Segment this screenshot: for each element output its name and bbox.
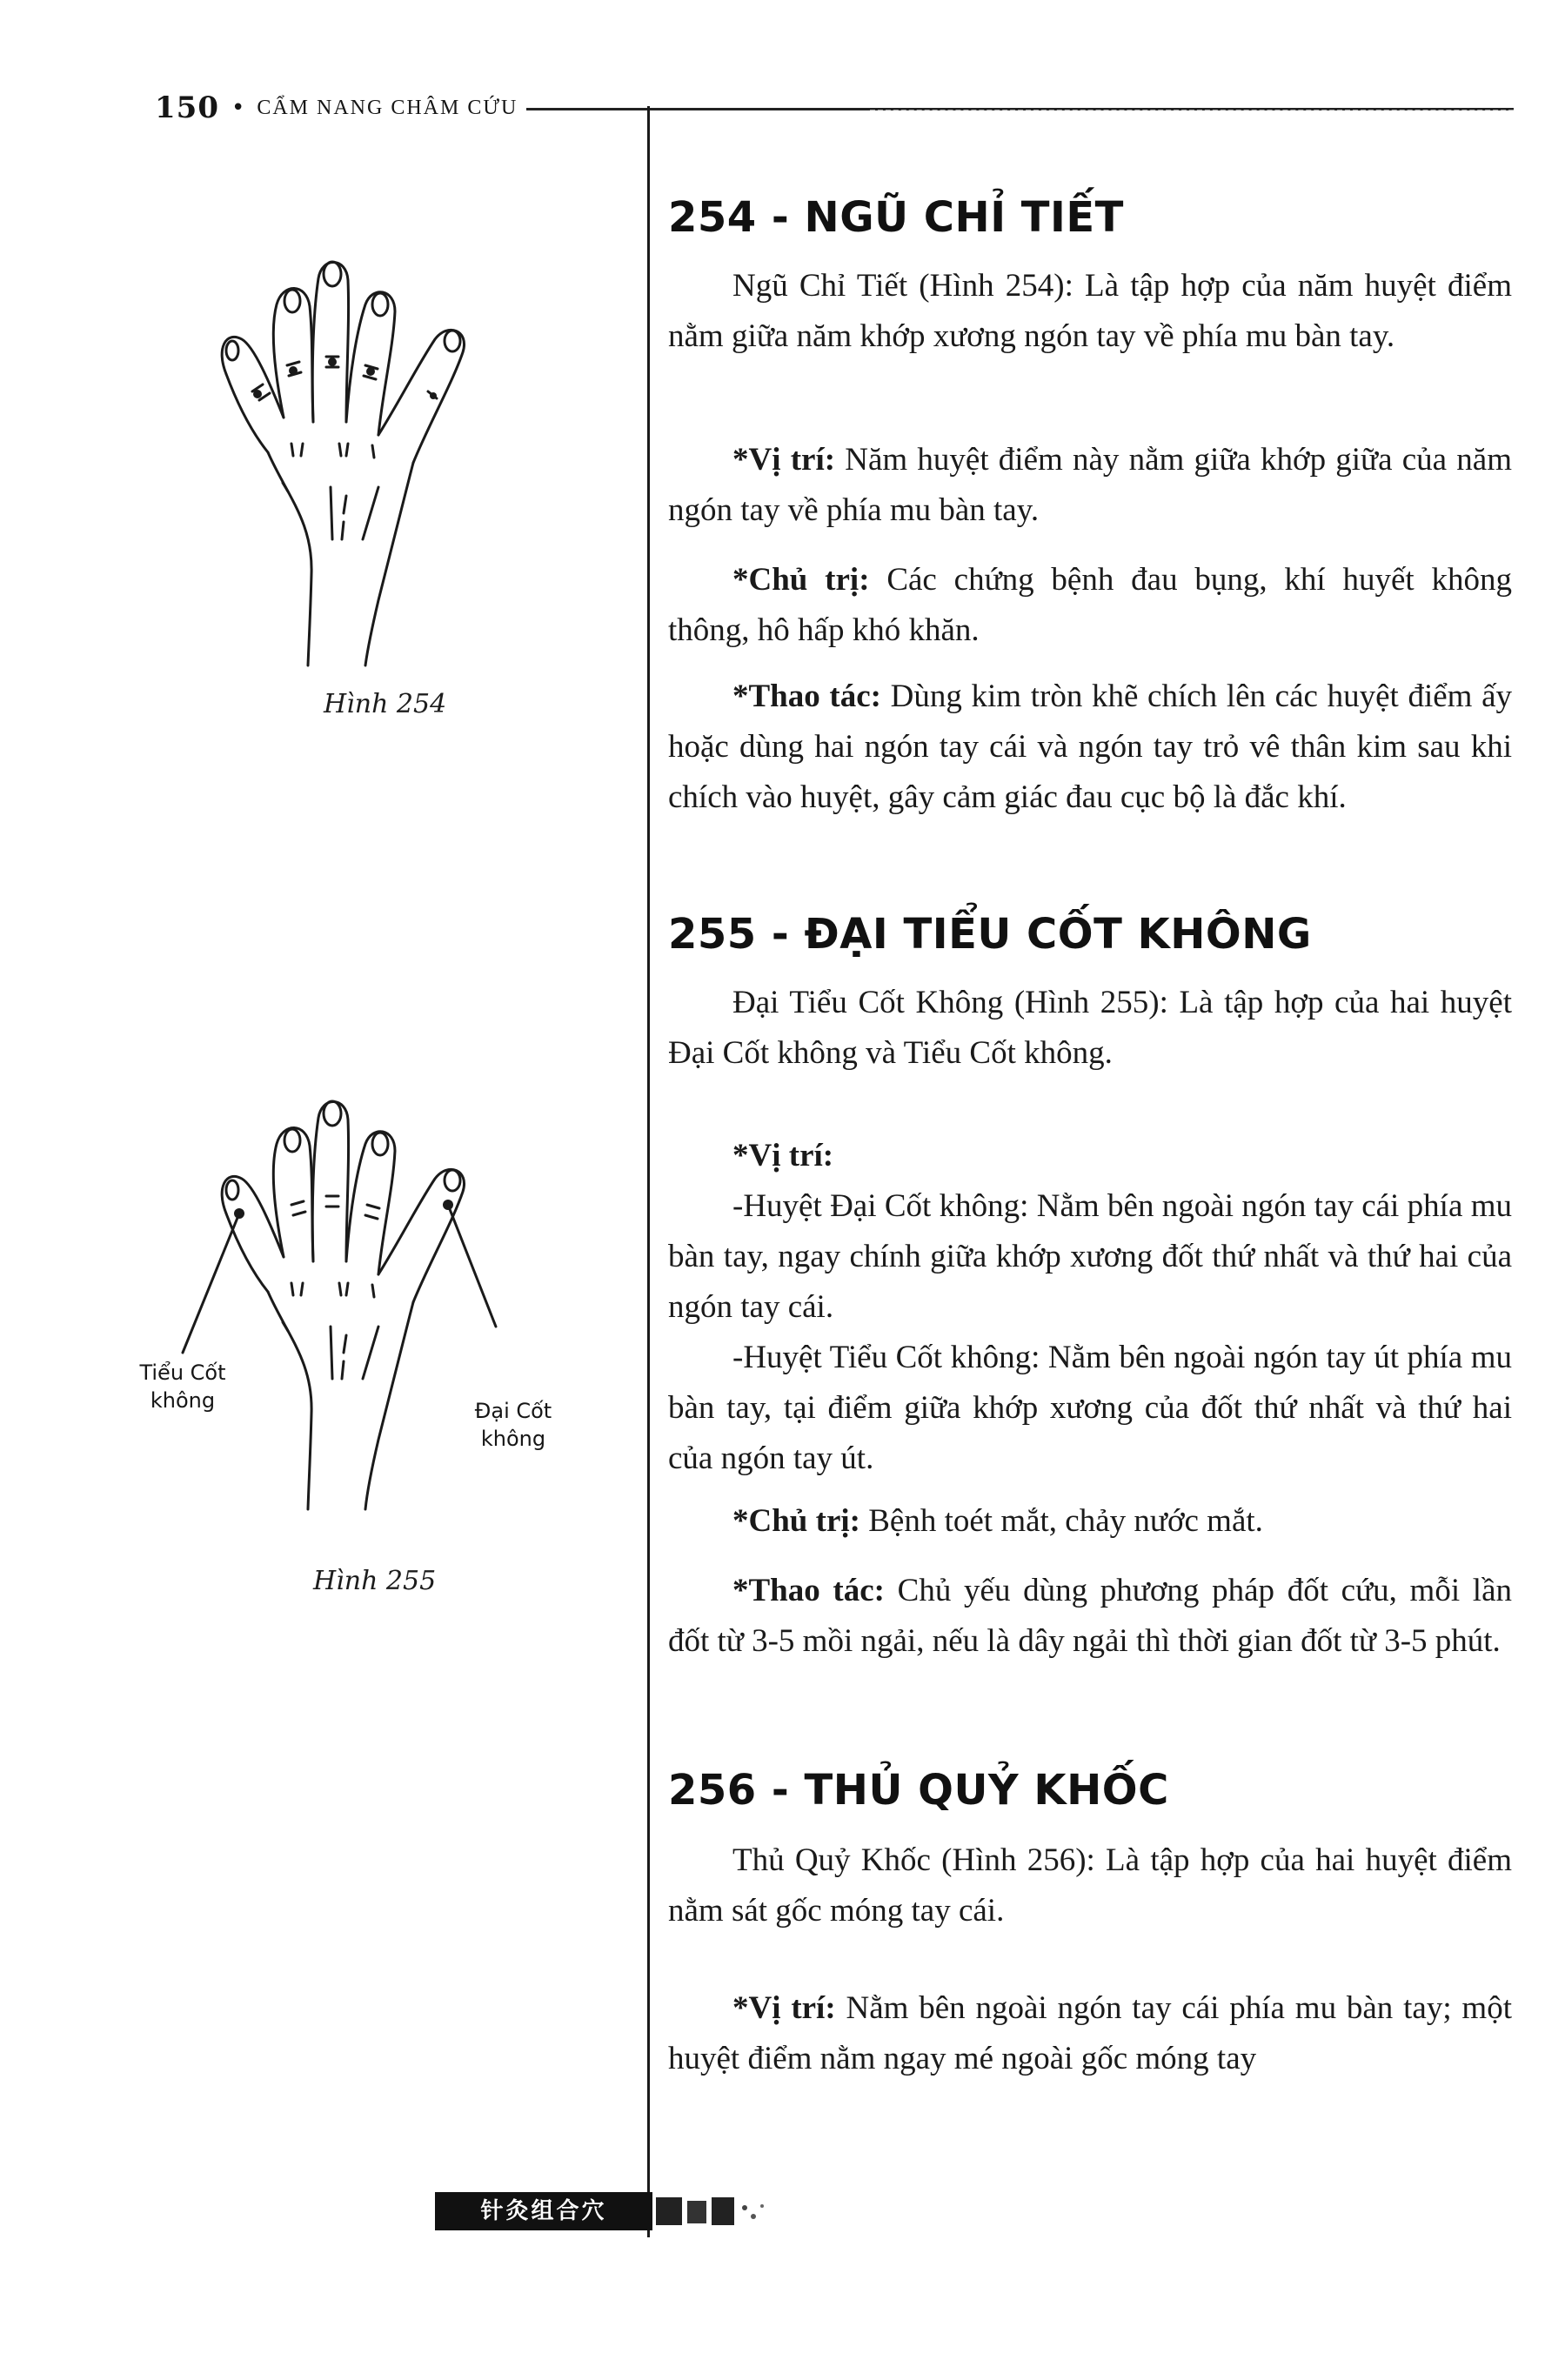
location-label-256: *Vị trí: — [732, 1990, 836, 2026]
figure-255-caption: Hình 255 — [313, 1566, 437, 1596]
column-divider — [647, 106, 650, 2237]
technique-254 — [668, 672, 1512, 823]
technique-label-254: *Thao tác: — [732, 679, 881, 714]
indication-254 — [668, 555, 1512, 656]
heading-255: 255 - ĐẠI TIỂU CỐT KHÔNG — [668, 910, 1312, 959]
hand-illustration-255 — [130, 1074, 600, 1527]
running-title: CẨM NANG CHÂM CỨU — [257, 96, 518, 119]
footer-label: 针灸组合穴 — [435, 2192, 652, 2230]
location-label-255: *Vị trí: — [732, 1138, 834, 1173]
technique-255 — [668, 1566, 1512, 1667]
indication-label-254: *Chủ trị: — [732, 562, 870, 598]
location-256 — [668, 1983, 1512, 2084]
label-dai-cot-khong — [465, 1397, 561, 1453]
location-text-256: Nằm bên ngoài ngón tay cái phía mu bàn tay; một huyệt điểm nằm ngay mé ngoài gốc móng tay — [668, 1990, 1512, 2076]
location-text-254: Năm huyệt điểm này nằm giữa khớp giữa của năm ngón tay về phía mu bàn tay. — [668, 442, 1512, 528]
technique-text-254: Dùng kim tròn khẽ chích lên các huyệt điểm ấy hoặc dùng hai ngón tay cái và ngón tay trỏ vê thân kim sau khi chích vào huyệt, gây cảm giác đau cục bộ là đắc khí. — [668, 679, 1512, 815]
intro-256: Thủ Quỷ Khốc (Hình 256): Là tập hợp của hai huyệt điểm nằm sát gốc móng tay cái. — [668, 1842, 1512, 1929]
label-tieu-line2: không — [150, 1388, 216, 1413]
intro-254: Ngũ Chỉ Tiết (Hình 254): Là tập hợp của năm huyệt điểm nằm giữa năm khớp xương ngón tay về phía mu bàn tay. — [668, 268, 1512, 354]
hand-illustration-254 — [200, 235, 565, 670]
intro-255: Đại Tiểu Cốt Không (Hình 255): Là tập hợp của hai huyệt Đại Cốt không và Tiểu Cốt không. — [668, 985, 1512, 1071]
technique-text-255: Chủ yếu dùng phương pháp đốt cứu, mỗi lần đốt từ 3-5 mồi ngải, nếu là dây ngải thì thời gian đốt từ 3-5 phút. — [668, 1573, 1512, 1659]
indication-255 — [668, 1496, 1512, 1547]
location-a-255: -Huyệt Đại Cốt không: Nằm bên ngoài ngón tay cái phía mu bàn tay, ngay chính giữa khớp xương đốt thứ nhất và thứ hai của ngón tay cái. — [668, 1188, 1512, 1325]
location-254 — [668, 435, 1512, 536]
label-tieu-line1: Tiểu Cốt — [139, 1360, 226, 1385]
header-bullet: • — [231, 95, 245, 121]
location-b-255: -Huyệt Tiểu Cốt không: Nằm bên ngoài ngón tay út phía mu bàn tay, tại điểm giữa khớp xương của đốt thứ nhất và thứ hai của ngón tay út. — [668, 1340, 1512, 1476]
page-number: 150 — [155, 90, 219, 125]
header-rule-dash — [870, 110, 1514, 112]
label-tieu-cot-khong — [135, 1359, 231, 1414]
heading-254: 254 - NGŨ CHỈ TIẾT — [668, 193, 1124, 242]
location-255 — [668, 1131, 1512, 1181]
location-label-254: *Vị trí: — [732, 442, 836, 478]
label-dai-line1: Đại Cốt — [474, 1399, 552, 1423]
footer-decoration — [654, 2194, 785, 2229]
heading-256: 256 - THỦ QUỶ KHỐC — [668, 1766, 1169, 1815]
technique-label-255: *Thao tác: — [732, 1573, 885, 1608]
running-header — [155, 90, 518, 125]
figure-254-caption: Hình 254 — [324, 689, 447, 719]
label-dai-line2: không — [480, 1427, 546, 1451]
indication-text-254: Các chứng bệnh đau bụng, khí huyết không thông, hô hấp khó khăn. — [668, 562, 1512, 648]
indication-label-255: *Chủ trị: — [732, 1503, 860, 1539]
indication-text-255: Bệnh toét mắt, chảy nước mắt. — [859, 1503, 1263, 1539]
